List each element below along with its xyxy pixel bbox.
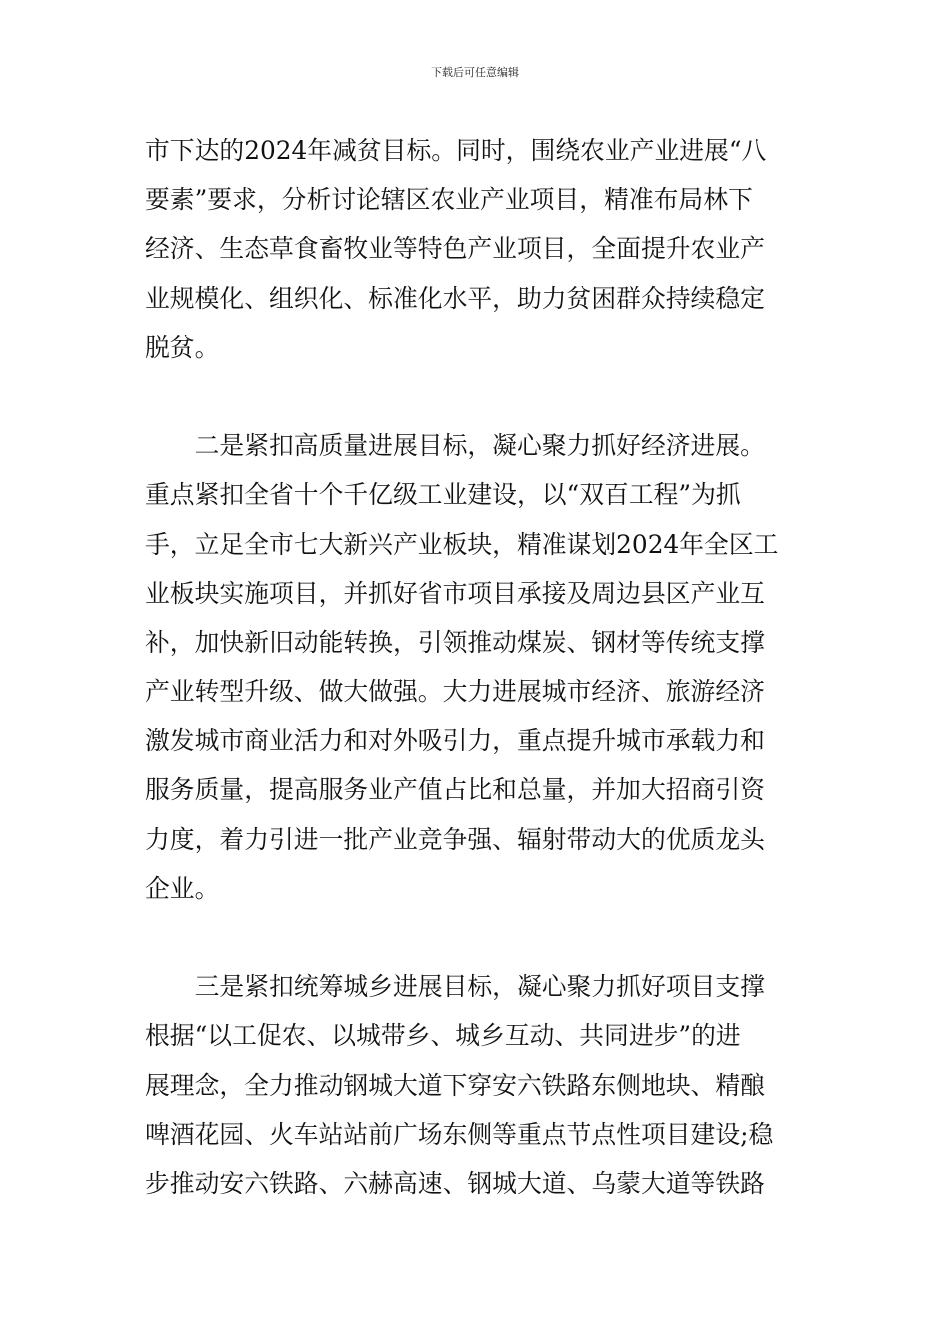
paragraph-3 [145,962,815,1208]
document-body [145,126,815,1208]
text-line: 三是紧扣统筹城乡进展目标，凝心聚力抓好项目支撑 [145,972,765,1002]
text-line: 业板块实施项目，并抓好省市项目承接及周边县区产业互 [145,578,765,608]
text-line: 手，立足全市七大新兴产业板块，精准谋划2024年全区工 [145,529,779,559]
text-line: 业规模化、组织化、标准化水平，助力贫困群众持续稳定 [145,283,765,313]
text-line: 根据“以工促农、以城带乡、城乡互动、共同进步”的进 [145,1021,741,1051]
text-line: 市下达的2024年减贫目标。同时，围绕农业产业进展“八 [145,136,767,165]
text-line: 服务质量，提高服务业产值占比和总量，并加大招商引资 [145,775,765,805]
paragraph-spacer [145,913,815,962]
text-line: 产业转型升级、做大做强。大力进展城市经济、旅游经济 [145,677,765,707]
text-line: 经济、生态草食畜牧业等特色产业项目，全面提升农业产 [145,234,765,264]
text-line: 力度，着力引进一批产业竞争强、辐射带动大的优质龙头 [145,824,765,854]
text-line: 重点紧扣全省十个千亿级工业建设，以“双百工程”为抓 [145,480,741,510]
text-line: 激发城市商业活力和对外吸引力，重点提升城市承载力和 [145,726,765,756]
text-line: 啤酒花园、火车站站前广场东侧等重点节点性项目建设;稳 [145,1119,774,1149]
paragraph-spacer [145,372,815,421]
text-line: 要素”要求，分析讨论辖区农业产业项目，精准布局林下 [145,185,753,215]
page-header: 下载后可任意编辑 [431,66,519,79]
text-line: 补，加快新旧动能转换，引领推动煤炭、钢材等传统支撑 [145,627,765,657]
text-line: 展理念，全力推动钢城大道下穿安六铁路东侧地块、精酿 [145,1070,765,1100]
text-line: 二是紧扣高质量进展目标，凝心聚力抓好经济进展。 [145,431,765,461]
text-line: 企业。 [145,873,220,903]
paragraph-2 [145,421,815,913]
text-line: 脱贫。 [145,332,220,362]
paragraph-1 [145,126,815,372]
text-line: 步推动安六铁路、六赫高速、钢城大道、乌蒙大道等铁路 [145,1168,765,1198]
